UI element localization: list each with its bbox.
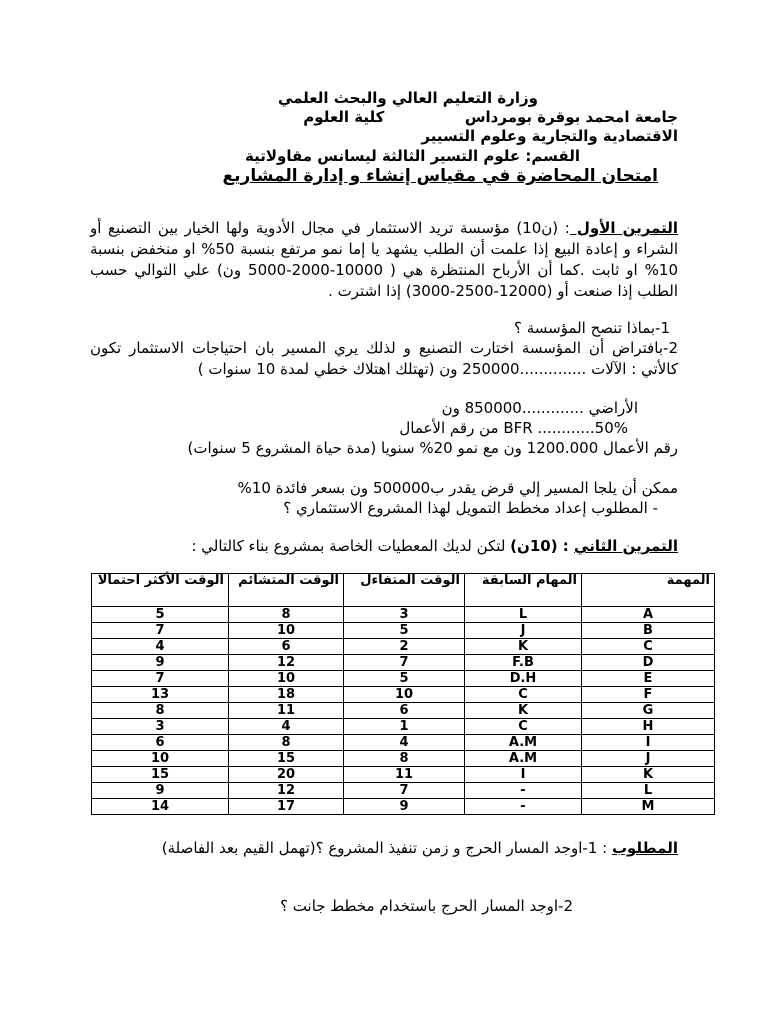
cell-optimistic: 3	[344, 607, 465, 623]
cell-most-likely: 15	[92, 767, 229, 783]
cell-task: E	[582, 671, 715, 687]
cell-most-likely: 3	[92, 719, 229, 735]
cell-task: C	[582, 639, 715, 655]
cell-optimistic: 11	[344, 767, 465, 783]
cell-most-likely: 5	[92, 607, 229, 623]
cell-predecessors: D.H	[465, 671, 582, 687]
tasks-table	[91, 573, 715, 815]
exercise2-text: لتكن لديك المعطيات الخاصة بمشروع بناء كالتالي :	[191, 537, 511, 555]
table-row	[92, 623, 715, 639]
exercise1-heading: التمرين الأول	[569, 219, 678, 237]
university-line	[90, 107, 678, 127]
cell-task: D	[582, 655, 715, 671]
cell-task: B	[582, 623, 715, 639]
cell-most-likely: 9	[92, 655, 229, 671]
cell-predecessors: A.M	[465, 735, 582, 751]
table-row	[92, 671, 715, 687]
revenue-line: رقم الأعمال 1200.000 ون مع نمو 20% سنويا (مدة حياة المشروع 5 سنوات)	[187, 439, 678, 457]
exercise1-question1: 1-بماذا تنصح المؤسسة ؟	[513, 319, 670, 337]
cell-pessimistic: 18	[229, 687, 344, 703]
table-row	[92, 767, 715, 783]
cell-optimistic: 7	[344, 783, 465, 799]
cell-predecessors: K	[465, 639, 582, 655]
cell-most-likely: 7	[92, 671, 229, 687]
cell-most-likely: 4	[92, 639, 229, 655]
ministry-line: وزارة التعليم العالي والبحث العلمي	[277, 89, 538, 107]
cell-optimistic: 2	[344, 639, 465, 655]
header-pessimistic: الوقت المتشائم	[229, 574, 344, 607]
faculty-continuation: الاقتصادية والتجارية وعلوم التسيير	[421, 127, 678, 145]
investment-bfr: 50%............ BFR من رقم الأعمال	[399, 419, 628, 437]
cell-most-likely: 10	[92, 751, 229, 767]
cell-optimistic: 5	[344, 671, 465, 687]
cell-predecessors: A.M	[465, 751, 582, 767]
cell-predecessors: -	[465, 783, 582, 799]
table-row	[92, 703, 715, 719]
cell-task: H	[582, 719, 715, 735]
cell-optimistic: 9	[344, 799, 465, 815]
exercise1-intro	[90, 218, 678, 302]
cell-predecessors: I	[465, 767, 582, 783]
cell-pessimistic: 15	[229, 751, 344, 767]
cell-task: K	[582, 767, 715, 783]
cell-task: M	[582, 799, 715, 815]
cell-pessimistic: 10	[229, 671, 344, 687]
table-row	[92, 639, 715, 655]
cell-task: F	[582, 687, 715, 703]
cell-predecessors: C	[465, 687, 582, 703]
header-optimistic: الوقت المتفاءل	[344, 574, 465, 607]
cell-predecessors: J	[465, 623, 582, 639]
cell-task: L	[582, 783, 715, 799]
table-row	[92, 751, 715, 767]
cell-most-likely: 13	[92, 687, 229, 703]
cell-predecessors: C	[465, 719, 582, 735]
cell-optimistic: 7	[344, 655, 465, 671]
table-row	[92, 783, 715, 799]
exercise2-points: : (10ن)	[510, 537, 575, 555]
investment-land: الأراضي .............850000 ون	[441, 399, 638, 417]
exercise2-intro	[90, 536, 678, 556]
table-row	[92, 735, 715, 751]
cell-pessimistic: 4	[229, 719, 344, 735]
cell-optimistic: 6	[344, 703, 465, 719]
exam-title: امتحان المحاضرة في مقياس إنشاء و إدارة المشاريع	[222, 166, 658, 186]
cell-predecessors: -	[465, 799, 582, 815]
header-predecessors: المهام السابقة	[465, 574, 582, 607]
department-line: القسم: علوم التسير الثالثة ليسانس مقاولاتية	[244, 147, 580, 165]
cell-pessimistic: 6	[229, 639, 344, 655]
table-row	[92, 719, 715, 735]
exercise1-question2: 2-بافتراض أن المؤسسة اختارت التصنيع و لذلك يري المسير بان احتياجات الاستثمار تكون كالأتي : الآلات ..............250000 ون (تهتلك اهتلاك خطي لمدة 10 سنوات )	[90, 339, 678, 378]
table-row	[92, 799, 715, 815]
cell-most-likely: 7	[92, 623, 229, 639]
faculty-name: كلية العلوم	[303, 108, 385, 126]
cell-task: A	[582, 607, 715, 623]
cell-optimistic: 10	[344, 687, 465, 703]
cell-most-likely: 8	[92, 703, 229, 719]
exercise1-required: - المطلوب إعداد مخطط التمويل لهذا المشروع الاستثماري ؟	[283, 499, 658, 517]
cell-optimistic: 1	[344, 719, 465, 735]
cell-task: G	[582, 703, 715, 719]
table-row	[92, 687, 715, 703]
cell-task: I	[582, 735, 715, 751]
cell-predecessors: F.B	[465, 655, 582, 671]
cell-pessimistic: 10	[229, 623, 344, 639]
university-name: جامعة امحمد بوقرة بومرداس	[464, 108, 678, 126]
loan-line: ممكن أن يلجا المسير إلي قرض يقدر ب500000 ون بسعر فائدة 10%	[237, 479, 678, 497]
cell-task: J	[582, 751, 715, 767]
exercise1-text: : (ن10) مؤسسة تريد الاستثمار في مجال الأدوية ولها الخيار بين التصنيع أو الشراء و إعادة البيع إذا علمت أن الطلب يشهد يا إما نمو مرتفع بنسبة 50% او منخفض بنسبة 10% او ثابت .كما أن الأرباح المنتظرة هي ( 10000-2000-5000 ون) علي التوالي حسب الطلب إذا صنعت أو (12000-2500-3000) إذا اشترت .	[90, 219, 678, 300]
cell-optimistic: 8	[344, 751, 465, 767]
required-label: المطلوب	[611, 839, 678, 857]
required-question2: 2-اوجد المسار الحرج باستخدام مخطط جانت ؟	[280, 897, 573, 915]
required-question1: : 1-اوجد المسار الحرج و زمن تنفيذ المشروع ؟(تهمل القيم بعد الفاصلة)	[161, 839, 612, 857]
cell-pessimistic: 8	[229, 735, 344, 751]
cell-pessimistic: 12	[229, 783, 344, 799]
header-task: المهمة	[582, 574, 715, 607]
cell-most-likely: 14	[92, 799, 229, 815]
cell-pessimistic: 20	[229, 767, 344, 783]
cell-pessimistic: 12	[229, 655, 344, 671]
cell-pessimistic: 17	[229, 799, 344, 815]
cell-predecessors: K	[465, 703, 582, 719]
header-most-likely: الوقت الأكثر احتمالا	[92, 574, 229, 607]
cell-pessimistic: 11	[229, 703, 344, 719]
table-row	[92, 655, 715, 671]
exercise2-heading: التمرين الثاني	[574, 537, 678, 555]
table-row	[92, 607, 715, 623]
cell-optimistic: 5	[344, 623, 465, 639]
exercise2-required	[90, 838, 678, 859]
cell-most-likely: 9	[92, 783, 229, 799]
cell-predecessors: L	[465, 607, 582, 623]
cell-most-likely: 6	[92, 735, 229, 751]
cell-optimistic: 4	[344, 735, 465, 751]
cell-pessimistic: 8	[229, 607, 344, 623]
table-header-row	[92, 574, 715, 607]
